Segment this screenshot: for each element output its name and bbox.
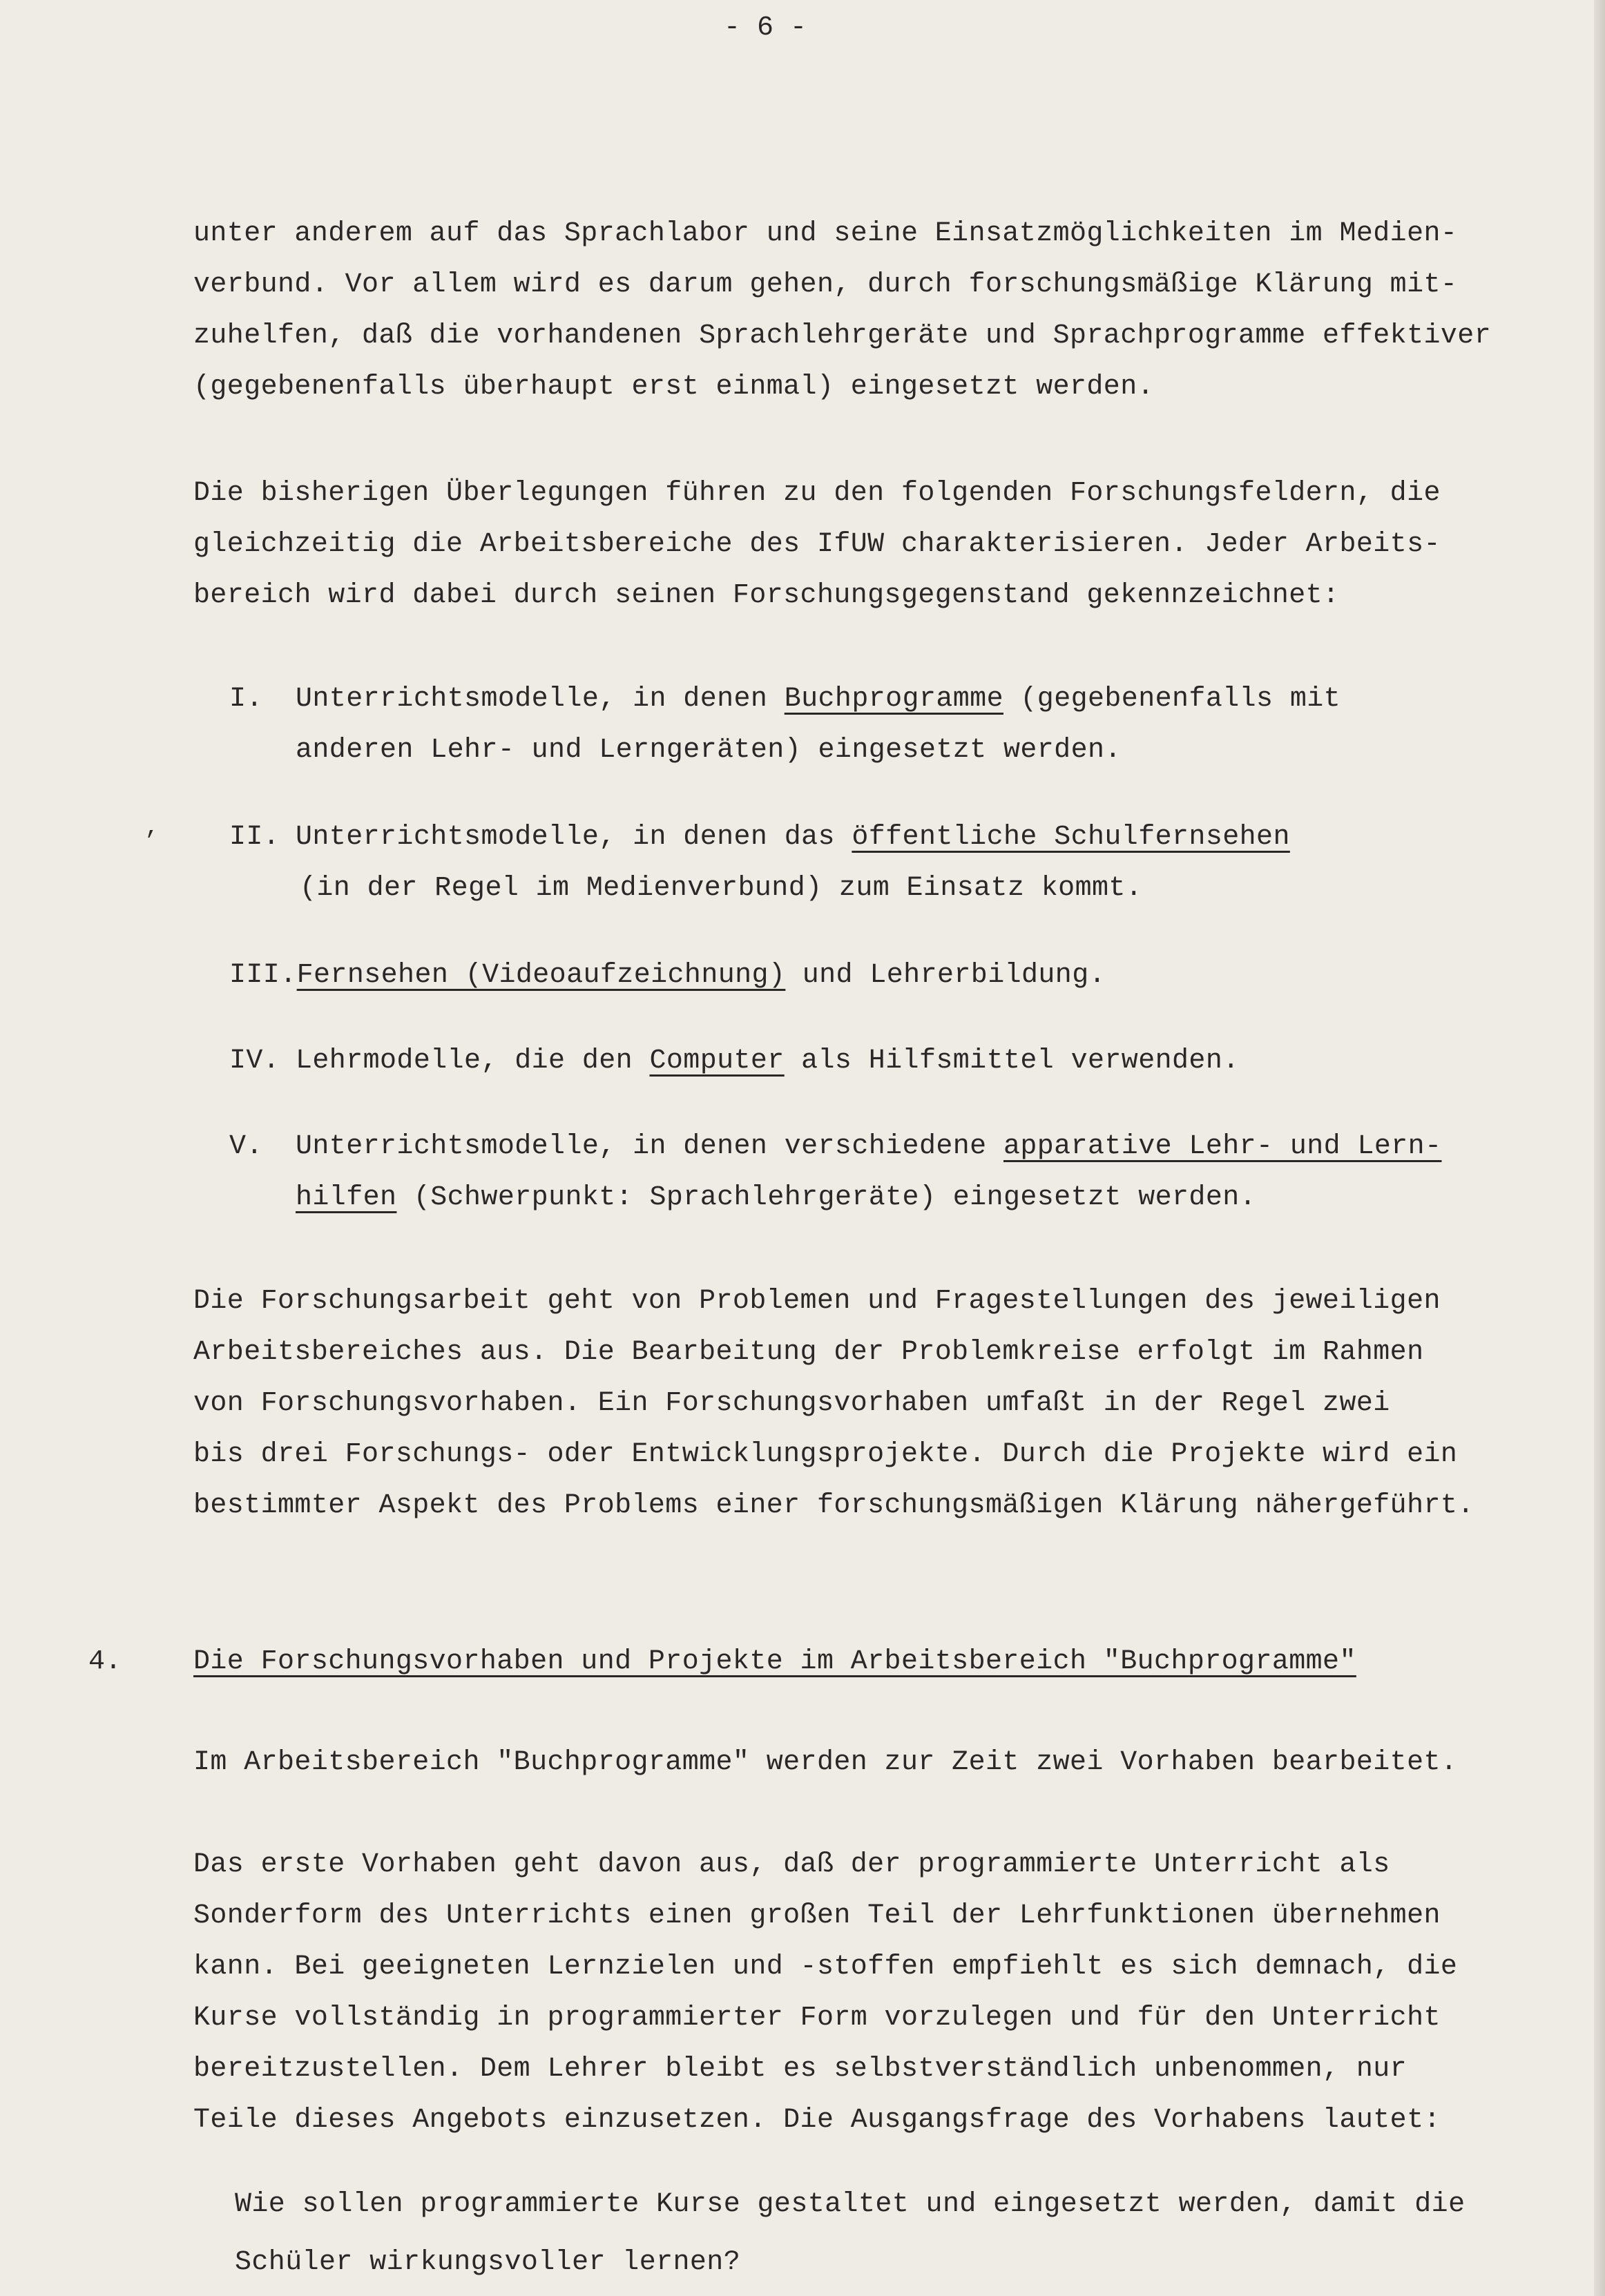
list-item-1-line-2: anderen Lehr- und Lerngeräten) eingesetzt werden. bbox=[296, 735, 1122, 766]
list-item-5-line-1 bbox=[296, 1128, 1441, 1166]
list-item-4-text-after: als Hilfsmittel verwenden. bbox=[784, 1045, 1240, 1077]
question-line-1: Wie sollen programmierte Kurse gestaltet und eingesetzt werden, damit die bbox=[235, 2189, 1465, 2220]
paragraph-1-line-3: zuhelfen, daß die vorhandenen Sprachlehrgeräte und Sprachprogramme effektiver bbox=[193, 320, 1492, 351]
list-item-3-line-1 bbox=[229, 957, 1106, 994]
paragraph-4-line-1: Im Arbeitsbereich "Buchprogramme" werden zur Zeit zwei Vorhaben bearbeitet. bbox=[193, 1747, 1458, 1778]
paragraph-5-line-2: Sonderform des Unterrichts einen großen Teil der Lehrfunktionen übernehmen bbox=[193, 1900, 1441, 1931]
list-item-1-text-after: (gegebenenfalls mit bbox=[1003, 684, 1341, 715]
list-item-4-number: IV. bbox=[229, 1045, 280, 1077]
list-item-5-number: V. bbox=[229, 1131, 263, 1162]
list-item-5-underlined-2: hilfen bbox=[296, 1182, 397, 1213]
paragraph-3-line-3: von Forschungsvorhaben. Ein Forschungsvorhaben umfaßt in der Regel zwei bbox=[193, 1388, 1390, 1419]
paragraph-1-line-4: (gegebenenfalls überhaupt erst einmal) eingesetzt werden. bbox=[193, 372, 1155, 403]
list-item-1-number: I. bbox=[229, 684, 263, 715]
list-item-4-underlined: Computer bbox=[649, 1045, 785, 1077]
list-item-1-line-1 bbox=[296, 681, 1340, 718]
paragraph-3-line-2: Arbeitsbereiches aus. Die Bearbeitung der Problemkreise erfolgt im Rahmen bbox=[193, 1337, 1424, 1368]
page-edge-shadow bbox=[1594, 0, 1605, 2296]
list-item-2-number: II. bbox=[229, 822, 280, 853]
paragraph-5-line-5: bereitzustellen. Dem Lehrer bleibt es selbstverständlich unbenommen, nur bbox=[193, 2054, 1407, 2085]
list-item-3-number: III. bbox=[229, 960, 297, 991]
paragraph-3-line-1: Die Forschungsarbeit geht von Problemen und Fragestellungen des jeweiligen bbox=[193, 1286, 1441, 1317]
paragraph-3-line-5: bestimmter Aspekt des Problems einer forschungsmäßigen Klärung nähergeführt. bbox=[193, 1490, 1474, 1521]
section-heading: Die Forschungsvorhaben und Projekte im Arbeitsbereich "Buchprogramme" bbox=[193, 1646, 1356, 1677]
paragraph-1-line-2: verbund. Vor allem wird es darum gehen, durch forschungsmäßige Klärung mit- bbox=[193, 269, 1458, 300]
list-item-5-underlined: apparative Lehr- und Lern- bbox=[1003, 1131, 1442, 1162]
margin-mark: , bbox=[145, 815, 160, 841]
list-item-5-text: Unterrichtsmodelle, in denen verschiedene bbox=[296, 1131, 1003, 1162]
paragraph-2-line-2: gleichzeitig die Arbeitsbereiche des IfUW charakterisieren. Jeder Arbeits- bbox=[193, 529, 1441, 560]
paragraph-2-line-3: bereich wird dabei durch seinen Forschungsgegenstand gekennzeichnet: bbox=[193, 580, 1340, 611]
list-item-5-line-2 bbox=[296, 1179, 1256, 1217]
list-item-3-text-after: und Lehrerbildung. bbox=[785, 960, 1106, 991]
paragraph-5-line-3: kann. Bei geeigneten Lernzielen und -stoffen empfiehlt es sich demnach, die bbox=[193, 1951, 1458, 1983]
list-item-4-line-1 bbox=[296, 1043, 1240, 1080]
paragraph-3-line-4: bis drei Forschungs- oder Entwicklungsprojekte. Durch die Projekte wird ein bbox=[193, 1439, 1458, 1470]
list-item-4-text: Lehrmodelle, die den bbox=[296, 1045, 650, 1077]
list-item-2-line-1 bbox=[296, 819, 1290, 856]
list-item-2-underlined: öffentliche Schulfernsehen bbox=[852, 822, 1290, 853]
list-item-5-text-after: (Schwerpunkt: Sprachlehrgeräte) eingesetzt werden. bbox=[396, 1182, 1257, 1213]
list-item-2-text: Unterrichtsmodelle, in denen das bbox=[296, 822, 852, 853]
paragraph-5-line-4: Kurse vollständig in programmierter Form vorzulegen und für den Unterricht bbox=[193, 2003, 1441, 2034]
paragraph-5-line-1: Das erste Vorhaben geht davon aus, daß der programmierte Unterricht als bbox=[193, 1849, 1390, 1880]
question-line-2: Schüler wirkungsvoller lernen? bbox=[235, 2247, 741, 2278]
list-item-3-underlined: Fernsehen (Videoaufzeichnung) bbox=[296, 960, 786, 991]
list-item-1-text: Unterrichtsmodelle, in denen bbox=[296, 684, 785, 715]
section-number: 4. bbox=[88, 1646, 122, 1677]
paragraph-2-line-1: Die bisherigen Überlegungen führen zu den folgenden Forschungsfeldern, die bbox=[193, 478, 1441, 509]
page-number: - 6 - bbox=[724, 12, 807, 44]
list-item-1-underlined: Buchprogramme bbox=[784, 684, 1003, 715]
paragraph-5-line-6: Teile dieses Angebots einzusetzen. Die Ausgangsfrage des Vorhabens lautet: bbox=[193, 2105, 1441, 2136]
list-item-2-line-2: (in der Regel im Medienverbund) zum Einsatz kommt. bbox=[300, 873, 1143, 904]
paragraph-1-line-1: unter anderem auf das Sprachlabor und seine Einsatzmöglichkeiten im Medien- bbox=[193, 218, 1458, 249]
